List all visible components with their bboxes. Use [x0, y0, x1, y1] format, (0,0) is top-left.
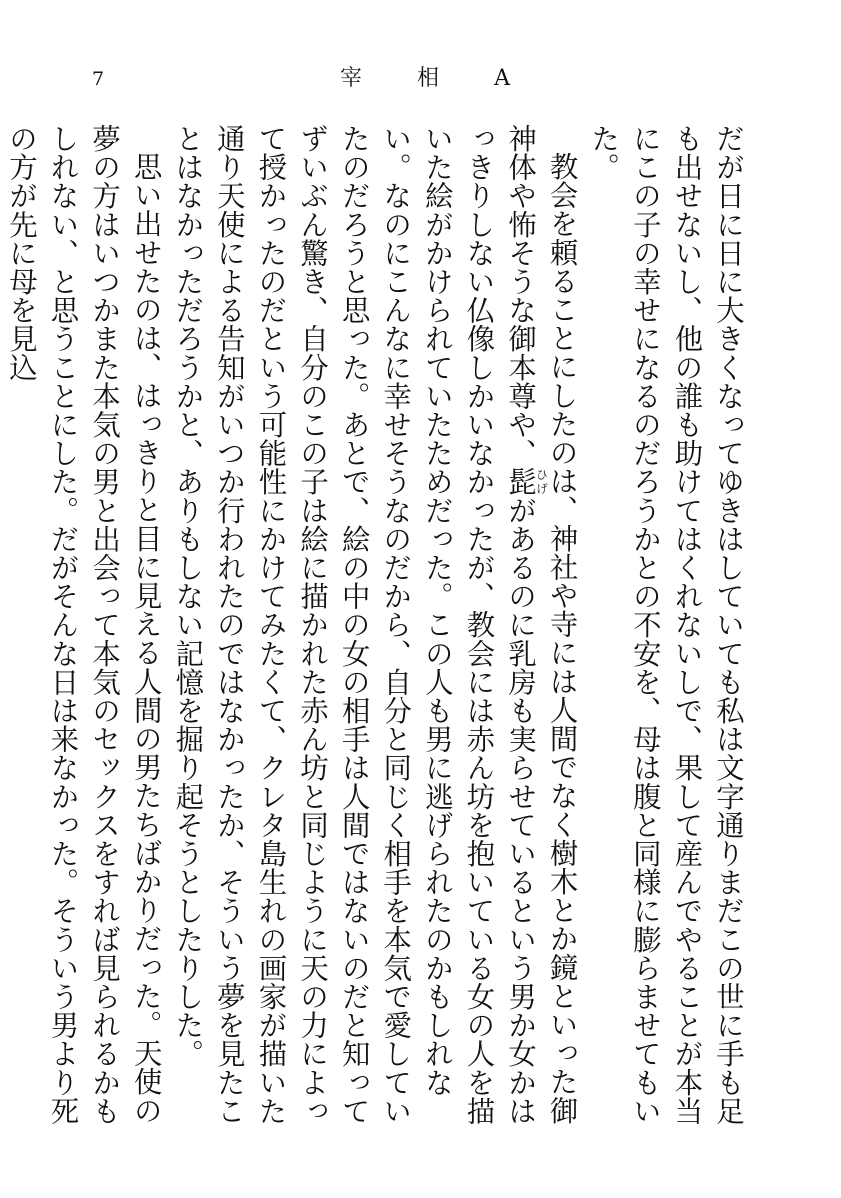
running-title-char-2: 相 [417, 66, 440, 91]
paragraph-1: だが日に日に大きくなってゆきはしていても私は文字通りまだこの世に手も足も出せないし、他の誰も助けてはくれないしで、果して産んでやることが本当にこの子の幸せになるのだろうかとの不安を、母は腹と同様に膨らませてもいた。 [587, 124, 745, 1125]
ruby-reading-text: ひげ [534, 467, 549, 496]
paragraph-2-part-1: 教会を頼ることにしたのは、神社や寺には人間でなく樹木とか鏡といった御神体や怖そうな御本尊や、 [504, 124, 579, 1125]
page-number: 7 [92, 68, 105, 90]
paragraph-3: 思い出せたのは、はっきりと目に見える人間の男たちばかりだった。天使の夢の方はいつかまた本気の男と出会って本気のセックスをすれば見られるかもしれない、と思うことにした。だがそんな日は来なかった。そういう男より死の方が先に母を見込 [4, 124, 163, 1125]
vertical-body-text [4, 124, 749, 1144]
running-title [340, 68, 510, 90]
running-title-char-3: A [494, 66, 510, 91]
ruby-base-text: 髭 [504, 467, 538, 496]
running-title-char-1: 宰 [340, 66, 363, 91]
ruby-annotation [504, 467, 549, 496]
paragraph-2-part-2: があるのに乳房も実らせているという男か女かはっきりしない仏像しかいなかったが、教会には赤ん坊を抱いている女の人を描いた絵がかけられていたためだった。この人も男に逃げられたのかもしれない。なのにこんなに幸せそうなのだから、自分と同じく相手を本気で愛していたのだろうと思った。あとで、絵の中の女の相手は人間ではないのだと知ってずいぶん驚き、自分のこの子は絵に描かれた赤ん坊と同じように天の力によって授かったのだという可能性にかけてみたくて、クレタ島生れの画家が描いた通り天使による告知がいつか行われたのではなかったか、そういう夢を見たことはなかっただろうかと、ありもしない記憶を掘り起そうとしたりした。 [171, 124, 538, 1126]
paragraph-2 [167, 124, 583, 1144]
